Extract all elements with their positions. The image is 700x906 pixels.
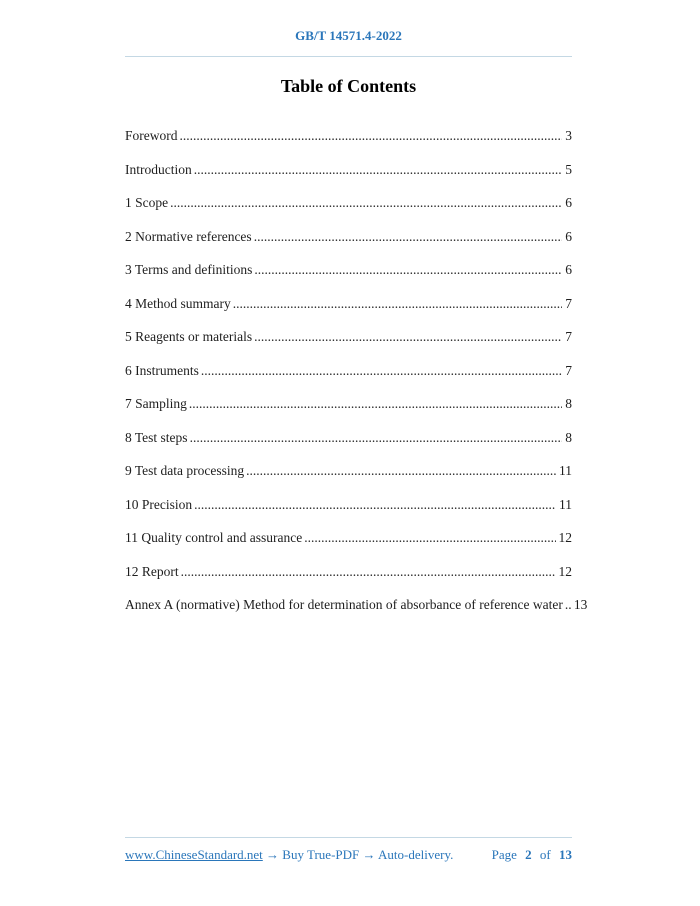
- toc-entry-page: 12: [558, 563, 572, 579]
- toc-leader-dots: [189, 396, 562, 411]
- toc-entry: [125, 195, 572, 210]
- toc-entry-page: 8: [565, 429, 572, 445]
- toc-entry: [125, 162, 572, 177]
- toc-entry-label: 8 Test steps: [125, 429, 188, 445]
- toc-leader-dots: [254, 329, 562, 344]
- toc-leader-dots: [170, 195, 562, 210]
- toc-entry-page: 12: [558, 530, 572, 545]
- page-total: 13: [559, 847, 572, 862]
- toc-leader-dots: [254, 262, 562, 277]
- toc-leader-dots: [194, 162, 563, 177]
- toc-entry-page: 3: [565, 128, 572, 143]
- of-word: of: [539, 847, 551, 862]
- toc-entry-label: Annex A (normative) Method for determination of absorbance of reference water: [125, 597, 563, 612]
- toc-leader-dots: [180, 128, 563, 143]
- toc-leader-dots: [304, 530, 555, 545]
- toc-entry: [125, 262, 572, 277]
- toc-entry: [125, 530, 572, 545]
- toc-entry-page: 7: [565, 329, 572, 344]
- toc-entry: [125, 497, 572, 512]
- toc-entry: [125, 597, 588, 612]
- toc-entry: [125, 128, 572, 143]
- toc-entry-page: 11: [559, 496, 572, 512]
- toc-entry-label: 11 Quality control and assurance: [125, 530, 303, 545]
- toc-entry-page: 7: [565, 362, 572, 378]
- toc-leader-dots: [181, 564, 556, 579]
- toc-entry-page: 11: [559, 463, 572, 478]
- toc-leader-dots: [194, 497, 556, 512]
- toc-entry-page: 7: [565, 295, 572, 311]
- toc-entry-page: 6: [565, 195, 572, 210]
- toc-entry: [125, 564, 572, 579]
- toc-entry: [125, 396, 572, 411]
- page-header: [125, 28, 572, 57]
- toc-leader-dots: [190, 430, 563, 445]
- toc-entry-label: 7 Sampling: [125, 396, 187, 411]
- page-title: Table of Contents: [280, 76, 417, 96]
- doc-number: GB/T 14571.4-2022: [295, 28, 402, 43]
- toc-entry: [125, 430, 572, 445]
- footer-promo: [125, 847, 453, 862]
- table-of-contents: [125, 128, 588, 612]
- toc-entry-page: 6: [565, 228, 572, 244]
- toc-entry-label: 12 Report: [125, 563, 179, 579]
- toc-entry: [125, 463, 572, 478]
- toc-entry-label: Foreword: [125, 128, 178, 143]
- page-word: Page: [491, 847, 517, 862]
- page-footer: [125, 837, 572, 862]
- footer-tagline: → Buy True-PDF → Auto-delivery.: [266, 847, 454, 862]
- toc-entry-label: 3 Terms and definitions: [125, 262, 253, 277]
- toc-entry: [125, 329, 572, 344]
- toc-leader-dots: [201, 363, 562, 378]
- toc-entry: [125, 229, 572, 244]
- toc-entry-label: 6 Instruments: [125, 362, 199, 378]
- toc-leader-dots: [246, 463, 556, 478]
- page-indicator: [492, 847, 572, 862]
- toc-leader-dots: [254, 229, 563, 244]
- toc-entry-label: 5 Reagents or materials: [125, 329, 253, 344]
- toc-entry: [125, 363, 572, 378]
- toc-entry-page: 8: [565, 396, 572, 411]
- site-link[interactable]: www.ChineseStandard.net: [125, 847, 263, 862]
- toc-entry-label: 9 Test data processing: [125, 463, 245, 478]
- toc-entry-label: 2 Normative references: [125, 228, 252, 244]
- toc-leader-dots: [565, 597, 571, 612]
- toc-entry-page: 6: [565, 262, 572, 277]
- toc-entry-label: 10 Precision: [125, 496, 193, 512]
- toc-entry-label: 1 Scope: [125, 195, 169, 210]
- page-current: 2: [525, 847, 532, 862]
- header-divider: [125, 56, 572, 57]
- toc-entry: [125, 296, 572, 311]
- toc-entry-page: 5: [565, 161, 572, 177]
- toc-entry-label: Introduction: [125, 161, 192, 177]
- toc-leader-dots: [233, 296, 563, 311]
- toc-entry-label: 4 Method summary: [125, 295, 231, 311]
- toc-entry-page: 13: [573, 597, 588, 612]
